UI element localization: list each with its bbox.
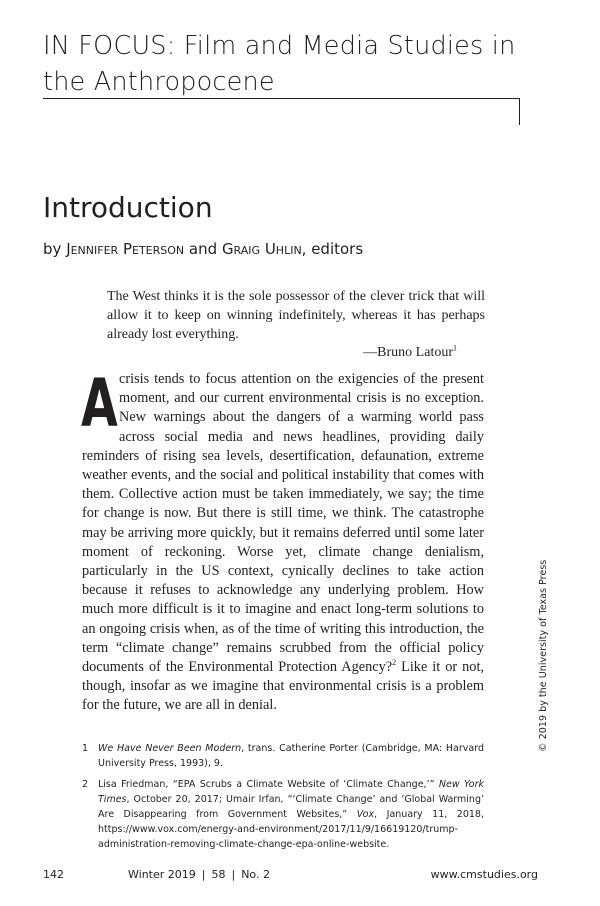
issue-separator: | <box>231 868 236 881</box>
footnote-ref[interactable]: 2 <box>392 658 397 668</box>
body-text-part: Like it or not, though, insofar as we imagine that environmental crisis is a problem for the future, we are all in denial. <box>82 659 485 714</box>
header-rule-tick <box>519 98 520 125</box>
footnote-plain: , October 20, 2017; Umair Irfan, “‘Climate Change’ and ‘Global Warming’ Are Disappearing from Government Websites,” <box>98 794 484 820</box>
section-title: IN FOCUS: Film and Media Studies in the Anthropocene <box>43 31 516 97</box>
footnote-item <box>82 741 484 771</box>
footnote-plain: , trans. Catherine Porter (Cambridge, MA: Harvard University Press, 1993), 9. <box>98 743 484 769</box>
footnote-number: 1 <box>82 743 89 754</box>
header-rule <box>43 98 520 99</box>
attribution-name: —Bruno Latour <box>363 345 453 360</box>
drop-cap: A <box>81 365 118 442</box>
page-number: 142 <box>43 868 64 881</box>
footnote-number: 2 <box>82 779 89 790</box>
copyright-notice: © 2019 by the University of Texas Press <box>538 559 549 752</box>
byline-role: , editors <box>301 240 364 258</box>
footnote-ref[interactable]: 1 <box>453 343 457 353</box>
footnote-link[interactable]: , January 11, 2018, https://www.vox.com/energy-and-environment/2017/11/9/16619120/trump-administration-removing-climate-change-epa-online-website. <box>98 809 484 850</box>
author-name: Graig Uhlin <box>221 240 302 258</box>
byline-prefix: by <box>43 240 62 258</box>
byline <box>43 240 363 258</box>
footnote-italic: New York Times <box>98 779 484 805</box>
body-paragraph <box>81 365 485 716</box>
footnote-item <box>82 777 484 852</box>
article-title: Introduction <box>43 191 213 224</box>
footnote-plain: Lisa Friedman, “EPA Scrubs a Climate Website of ‘Climate Change,’” <box>98 779 439 790</box>
body-text-part: crisis tends to focus attention on the exigencies of the present moment, and our current environmental crisis is no exception. New warnings about the dangers of a warming world pass across social media and news headlines, providing daily reminders of rising sea levels, desertification, defaunation, extreme weather events, and the social and political instability that comes with them. Collective action must be taken immediately, we say; the time for change is now. But there is still time, we think. The catastrophe may be arriving more quickly, but it remains deferred until some later moment of reckoning. Worse yet, climate change denialism, particularly in the US context, cynically declines to take action because it refuses to acknowledge any underlying problem. How much more difficult is it to imagine and enact long-term solutions to an ongoing crisis when, as of the time of writing this introduction, the term “climate change” remains scrubbed from the official policy documents of the Environmental Protection Agency? <box>82 371 484 676</box>
footnote-text <box>98 777 484 852</box>
issue-season: Winter 2019 <box>128 868 196 881</box>
epigraph-quote: The West thinks it is the sole possessor of the clever trick that will allow it to keep on winning indefinitely, whereas it has perhaps already lost everything. <box>107 289 485 342</box>
journal-website-link[interactable]: www.cmstudies.org <box>430 868 538 881</box>
issue-separator: | <box>201 868 206 881</box>
author-name: Jennifer Peterson <box>66 240 185 258</box>
issue-number: No. 2 <box>241 868 270 881</box>
issue-volume: 58 <box>211 868 226 881</box>
epigraph-attribution <box>107 343 457 362</box>
byline-conjunction: and <box>188 240 218 258</box>
footnotes <box>82 741 484 858</box>
issue-info <box>128 868 270 881</box>
footnote-italic: We Have Never Been Modern <box>98 743 242 754</box>
footnote-text <box>98 741 484 771</box>
footnote-italic: Vox <box>356 809 375 820</box>
